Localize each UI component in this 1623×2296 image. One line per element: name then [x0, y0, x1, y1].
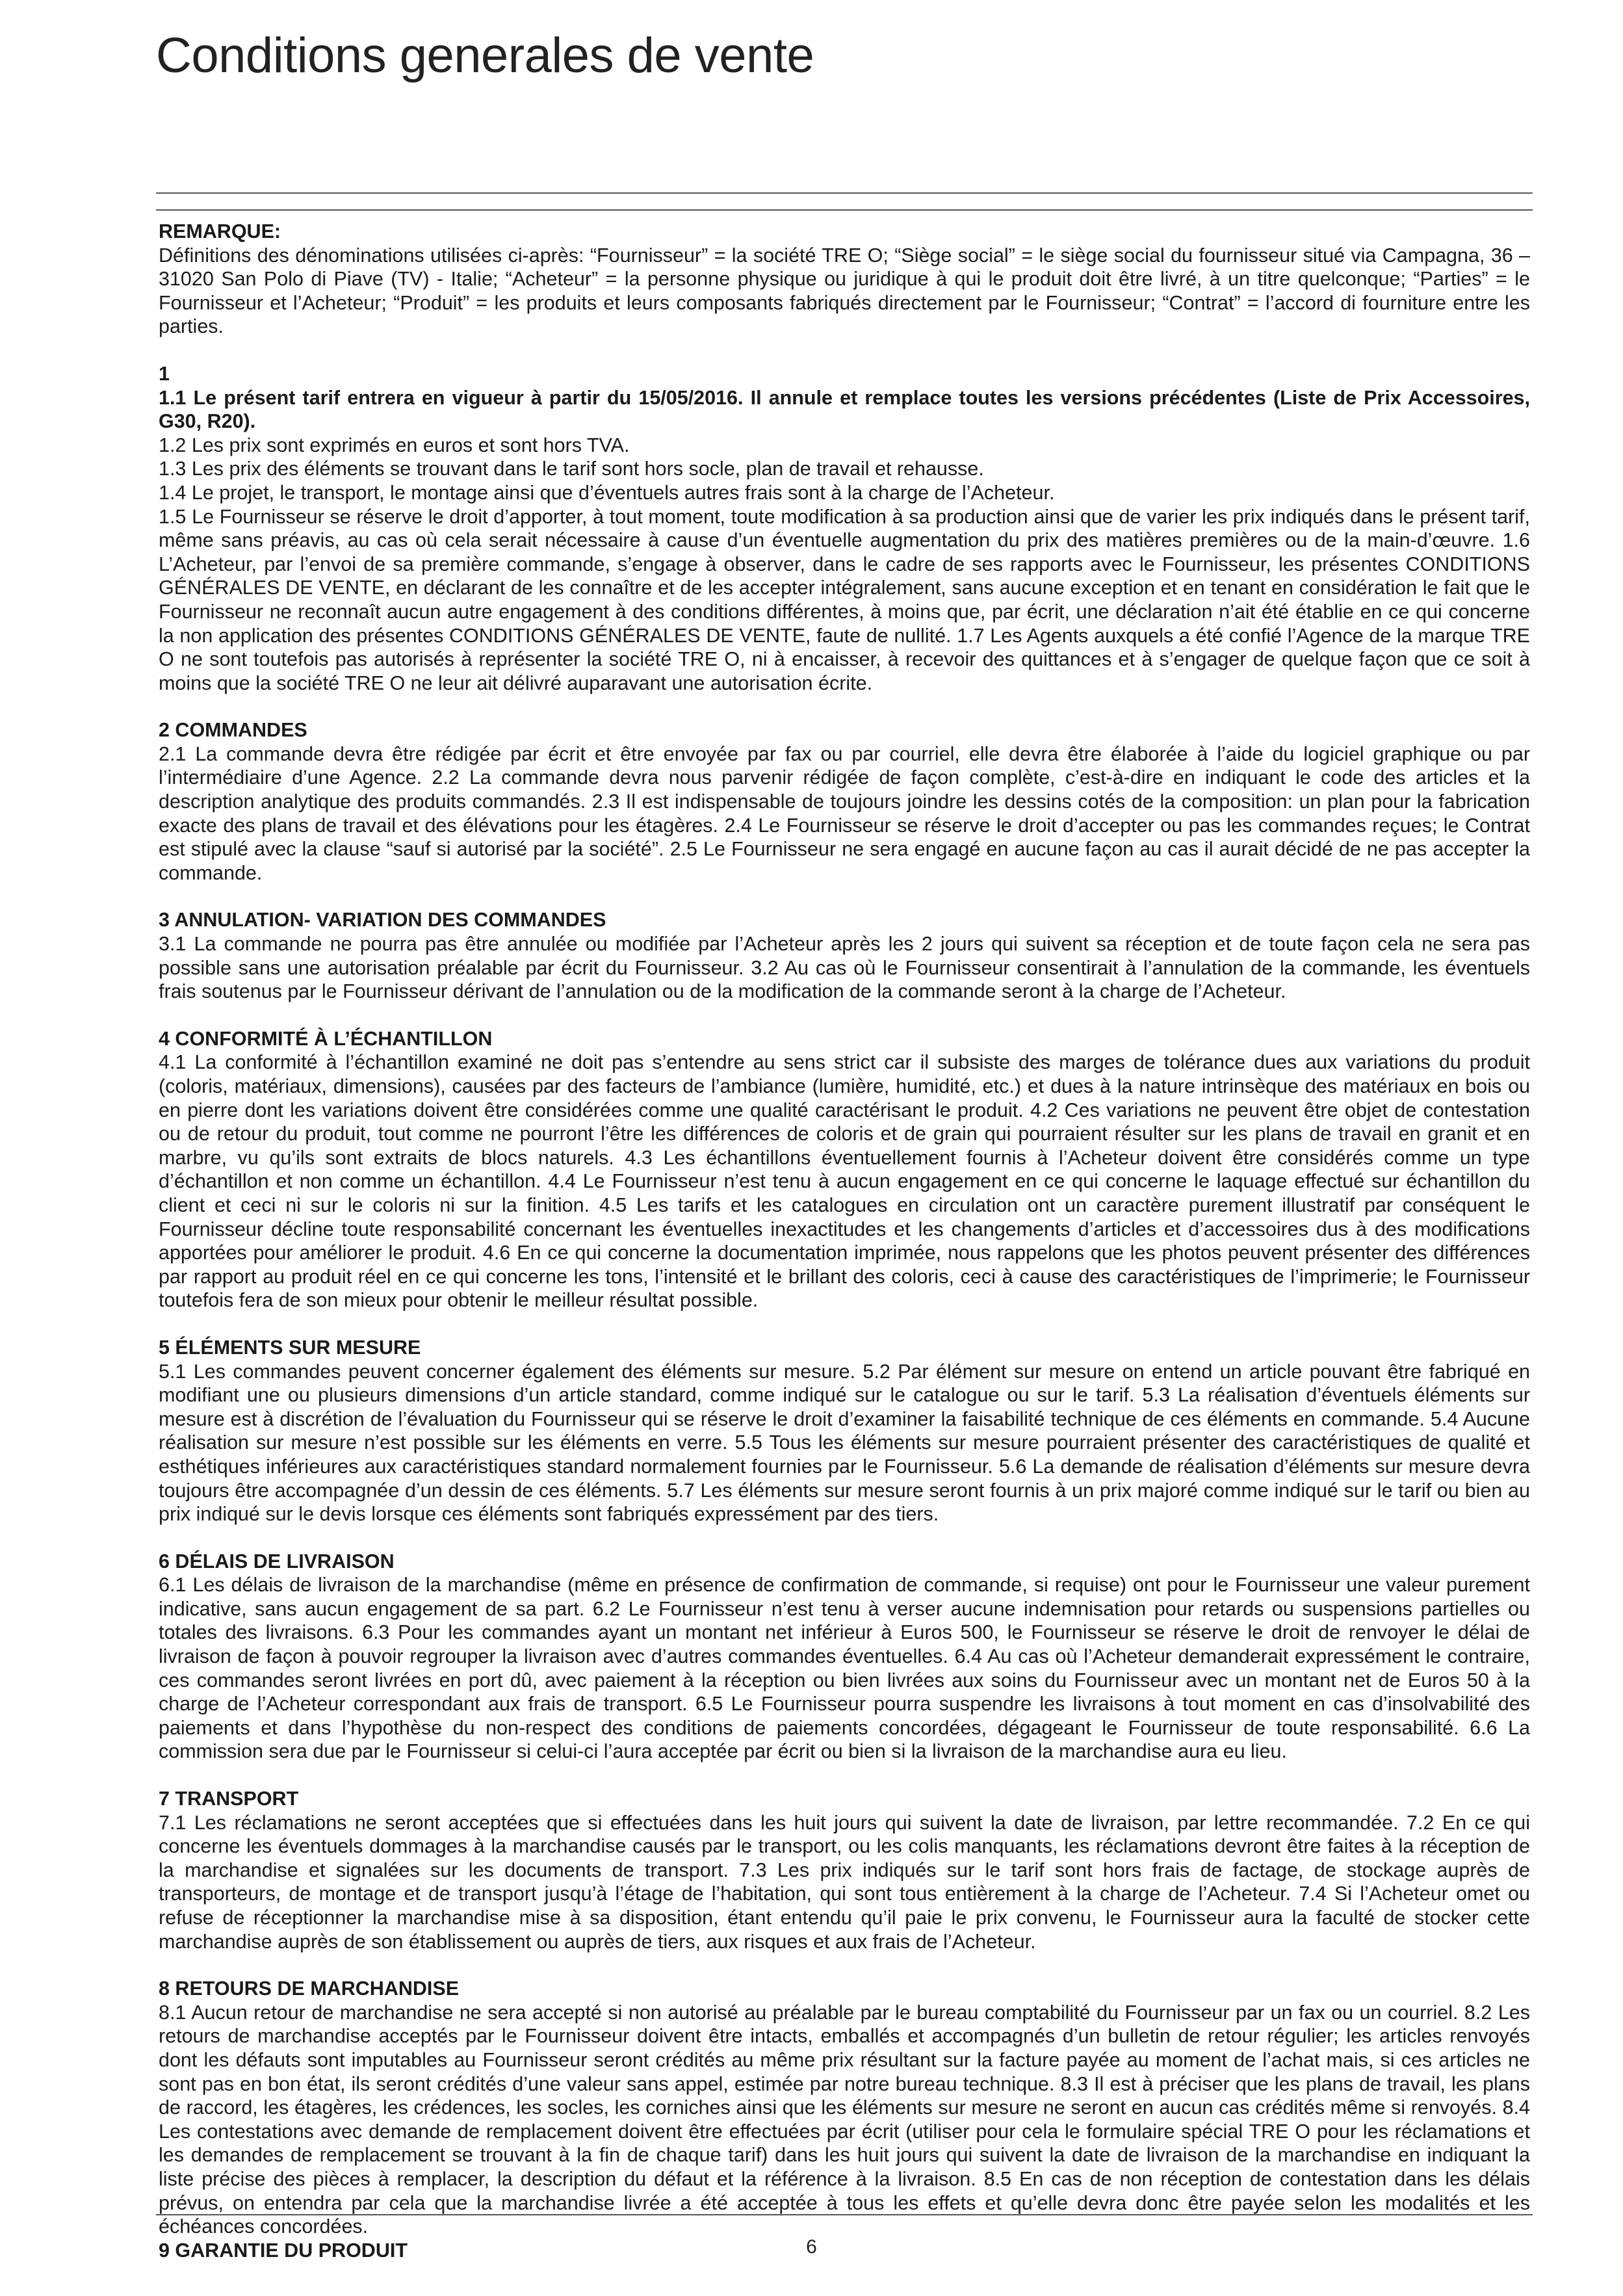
document-body	[159, 220, 1530, 2262]
clause-1-2: 1.2 Les prix sont exprimés en euros et sont hors TVA.	[159, 434, 630, 456]
top-rule-2	[156, 209, 1533, 211]
remark-heading: REMARQUE:	[159, 220, 281, 242]
section-6	[159, 1550, 1530, 1764]
section-8-text: 8.1 Aucun retour de marchandise ne sera accepté si non autorisé au préalable par le bureau comptabilité du Fournisseur par un fax ou un courriel. 8.2 Les retours de marchandise acceptés par le Fournisseur doivent être intacts, emballés et accompagnés d’un bulletin de retour régulier; les articles renvoyés dont les défauts sont imputables au Fournisseur seront crédités au même prix résultant sur la facture payée au moment de l’achat mais, si ces articles ne sont pas en bon état, ils seront crédités d’une valeur sans appel, estimée par notre bureau technique. 8.3 Il est à préciser que les plans de travail, les plans de raccord, les étagères, les crédences, les socles, les corniches ainsi que les éléments sur mesure ne seront en aucun cas crédités même si renvoyés. 8.4 Les contestations avec demande de remplacement doivent être effectuées par écrit (utiliser pour cela le formulaire spécial TRE O pour les réclamations et les demandes de remplacement se trouvant à la fin de chaque tarif) dans les huit jours qui suivent la date de livraison de la marchandise en indiquant la liste précise des pièces à remplacer, la description du défaut et la référence à la livraison. 8.5 En cas de non réception de contestation dans les délais prévus, on entendra par cela que la marchandise livrée a été acceptée à tous les effets et qu’elle devra donc être payée selon les modalités et les échéances concordées.	[159, 2001, 1530, 2238]
section-4	[159, 1027, 1530, 1312]
clause-1-3: 1.3 Les prix des éléments se trouvant dans le tarif sont hors socle, plan de travail et rehausse.	[159, 458, 984, 480]
clause-1-4: 1.4 Le projet, le transport, le montage ainsi que d’éventuels autres frais sont à la charge de l’Acheteur.	[159, 481, 1055, 504]
section-2	[159, 718, 1530, 885]
section-7-heading: 7 TRANSPORT	[159, 1788, 299, 1810]
section-7-text: 7.1 Les réclamations ne seront acceptées que si effectuées dans les huit jours qui suivent la date de livraison, par lettre recommandée. 7.2 En ce qui concerne les éventuels dommages à la marchandise causés par le transport, ou les colis manquants, les réclamations devront être faites à la réception de la marchandise et signalées sur les documents de transport. 7.3 Les prix indiqués sur le tarif sont hors frais de factage, de stockage auprès de transporteurs, de montage et de transport jusqu’à l’étage de l’habitation, qui sont tous entièrement à la charge de l’Acheteur. 7.4 Si l’Acheteur omet ou refuse de réceptionner la marchandise mise à sa disposition, étant entendu qu’il paie le prix convenu, le Fournisseur aura la faculté de stocker cette marchandise auprès de son établissement ou auprès de tiers, aux risques et aux frais de l’Acheteur.	[159, 1811, 1530, 1953]
section-2-text: 2.1 La commande devra être rédigée par écrit et être envoyée par fax ou par courriel, elle devra être élaborée à l’aide du logiciel graphique ou par l’intermédiaire d’une Agence. 2.2 La commande devra nous parvenir rédigée de façon complète, c’est-à-dire en indiquant le code des articles et la description analytique des produits commandés. 2.3 Il est indispensable de toujours joindre les dessins cotés de la composition: un plan pour la fabrication exacte des plans de travail et des élévations pour les étagères. 2.4 Le Fournisseur se réserve le droit d’accepter ou pas les commandes reçues; le Contrat est stipulé avec la clause “sauf si autorisé par la société”. 2.5 Le Fournisseur ne sera engagé en aucune façon au cas il aurait décidé de ne pas accepter la commande.	[159, 742, 1530, 884]
section-remark	[159, 220, 1530, 339]
section-1	[159, 362, 1530, 695]
page-title: Conditions generales de vente	[156, 28, 814, 83]
clause-1-1: 1.1 Le présent tarif entrera en vigueur à partir du 15/05/2016. Il annule et remplace toutes les versions précédentes (Liste de Prix Accessoires, G30, R20).	[159, 386, 1530, 433]
section-3-heading: 3 ANNULATION- VARIATION DES COMMANDES	[159, 909, 606, 932]
section-3-text: 3.1 La commande ne pourra pas être annulée ou modifiée par l’Acheteur après les 2 jours qui suivent sa réception et de toute façon cela ne sera pas possible sans une autorisation préalable par écrit du Fournisseur. 3.2 Au cas où le Fournisseur consentirait à l’annulation de la commande, les éventuels frais soutenus par le Fournisseur dérivant de l’annulation ou de la modification de la commande seront à la charge de l’Acheteur.	[159, 933, 1530, 1003]
section-9-heading: 9 GARANTIE DU PRODUIT	[159, 2239, 408, 2262]
top-rule-1	[156, 192, 1533, 194]
section-2-heading: 2 COMMANDES	[159, 719, 307, 742]
section-7	[159, 1787, 1530, 1953]
section-4-text: 4.1 La conformité à l’échantillon examiné ne doit pas s’entendre au sens strict car il subsiste des marges de tolérance dues aux variations du produit (coloris, matériaux, dimensions), causées par des facteurs de l’ambiance (lumière, humidité, etc.) et dues à la nature intrinsèque des matériaux en bois ou en pierre dont les variations doivent être considérées comme une qualité caractérisant le produit. 4.2 Ces variations ne peuvent être objet de contestation ou de retour du produit, tout comme ne pourront l’être les différences de coloris et de grain qui pourraient résulter sur les plans de travail en granit et en marbre, vu qu’ils sont extraits de blocs naturels. 4.3 Les échantillons éventuellement fournis à l’Acheteur doivent être considérés comme un type d’échantillon et non comme un échantillon. 4.4 Le Fournisseur n’est tenu à aucun engagement en ce qui concerne le laquage effectué sur échantillon du client et ceci ni sur le coloris ni sur la finition. 4.5 Les tarifs et les catalogues en circulation ont un caractère purement illustratif par conséquent le Fournisseur décline toute responsabilité concernant les éventuelles inexactitudes et les changements d’articles et d’accessoires dus à des modifications apportées pour améliorer le produit. 4.6 En ce qui concerne la documentation imprimée, nous rappelons que les photos peuvent présenter des différences par rapport au produit réel en ce qui concerne les tons, l’intensité et le brillant des coloris, ceci à cause des caractéristiques de l’imprimerie; le Fournisseur toutefois fera de son mieux pour obtenir le meilleur résultat possible.	[159, 1051, 1530, 1312]
section-1-heading: 1	[159, 362, 170, 385]
section-8-heading: 8 RETOURS DE MARCHANDISE	[159, 1977, 460, 2000]
section-3	[159, 908, 1530, 1003]
bottom-rule	[156, 2214, 1533, 2215]
page-number: 6	[806, 2236, 817, 2258]
section-6-heading: 6 DÉLAIS DE LIVRAISON	[159, 1550, 395, 1572]
section-5-text: 5.1 Les commandes peuvent concerner également des éléments sur mesure. 5.2 Par élément sur mesure on entend un article pouvant être fabriqué en modifiant une ou plusieurs dimensions d’un article standard, comme indiqué sur le catalogue ou sur le tarif. 5.3 La réalisation d’éventuels éléments sur mesure est à discrétion de l’évaluation du Fournisseur qui se réserve le droit d’examiner la faisabilité technique de ces éléments en commande. 5.4 Aucune réalisation sur mesure n’est possible sur les éléments en verre. 5.5 Tous les éléments sur mesure pourraient présenter des caractéristiques de qualité et esthétiques inférieures aux caractéristiques standard normalement fournies par le Fournisseur. 5.6 La demande de réalisation d’éléments sur mesure devra toujours être accompagnée d’un dessin de ces éléments. 5.7 Les éléments sur mesure seront fournis à un prix majoré comme indiqué sur le tarif ou bien au prix indiqué sur le devis lorsque ces éléments sont fabriqués expressément par des tiers.	[159, 1360, 1530, 1526]
section-5-heading: 5 ÉLÉMENTS SUR MESURE	[159, 1336, 421, 1359]
section-4-heading: 4 CONFORMITÉ À L’ÉCHANTILLON	[159, 1027, 493, 1050]
section-6-text: 6.1 Les délais de livraison de la marchandise (même en présence de confirmation de commande, si requise) ont pour le Fournisseur une valeur purement indicative, sans aucun engagement de sa part. 6.2 Le Fournisseur n’est tenu à verser aucune indemnisation pour retards ou suspensions partielles ou totales des livraisons. 6.3 Pour les commandes ayant un montant net inférieur à Euros 500, le Fournisseur se réserve le droit de renvoyer le délai de livraison de façon à pouvoir regrouper la livraison avec d’autres commandes éventuelles. 6.4 Au cas où l’Acheteur demanderait expressément le contraire, ces commandes seront livrées en port dû, avec paiement à la réception ou bien livrées aux soins du Fournisseur avec un montant net de Euros 50 à la charge de l’Acheteur correspondant aux frais de transport. 6.5 Le Fournisseur pourra suspendre les livraisons à tout moment en cas d’insolvabilité des paiements et dans l’hypothèse du non-respect des conditions de paiements concordées, dégageant le Fournisseur de toute responsabilité. 6.6 La commission sera due par le Fournisseur si celui-ci l’aura acceptée par écrit ou bien si la livraison de la marchandise aura eu lieu.	[159, 1574, 1530, 1763]
remark-text: Définitions des dénominations utilisées ci-après: “Fournisseur” = la société TRE O; “Siège social” = le siège social du fournisseur situé via Campagna, 36 – 31020 San Polo di Piave (TV) - Italie; “Acheteur” = la personne physique ou juridique à qui le produit doit être livré, à un titre quelconque; “Parties” = le Fournisseur et l’Acheteur; “Produit” = les produits et leurs composants fabriqués directement par le Fournisseur; “Contrat” = l’accord di fourniture entre les parties.	[159, 244, 1530, 338]
section-5	[159, 1336, 1530, 1526]
clause-1-5: 1.5 Le Fournisseur se réserve le droit d’apporter, à tout moment, toute modification à sa production ainsi que de varier les prix indiqués dans le présent tarif, même sans préavis, au cas où cela serait nécessaire à cause d’un éventuelle augmentation du prix des matières premières ou de la main-d’œuvre. 1.6 L’Acheteur, par l’envoi de sa première commande, s’engage à observer, dans le cadre de ses rapports avec le Fournisseur, les présentes CONDITIONS GÉNÉRALES DE VENTE, en déclarant de les connaître et de les accepter intégralement, sans aucune exception et en tenant en considération le fait que le Fournisseur ne reconnaît aucun autre engagement à des conditions différentes, à moins que, par écrit, une déclaration n’ait été établie en ce qui concerne la non application des présentes CONDITIONS GÉNÉRALES DE VENTE, faute de nullité. 1.7 Les Agents auxquels a été confié l’Agence de la marque TRE O ne sont toutefois pas autorisés à représenter la société TRE O, ni à encaisser, à recevoir des quittances et à s’engager de quelque façon que ce soit à moins que la société TRE O ne leur ait délivré auparavant une autorisation écrite.	[159, 505, 1530, 694]
section-8	[159, 1977, 1530, 2239]
